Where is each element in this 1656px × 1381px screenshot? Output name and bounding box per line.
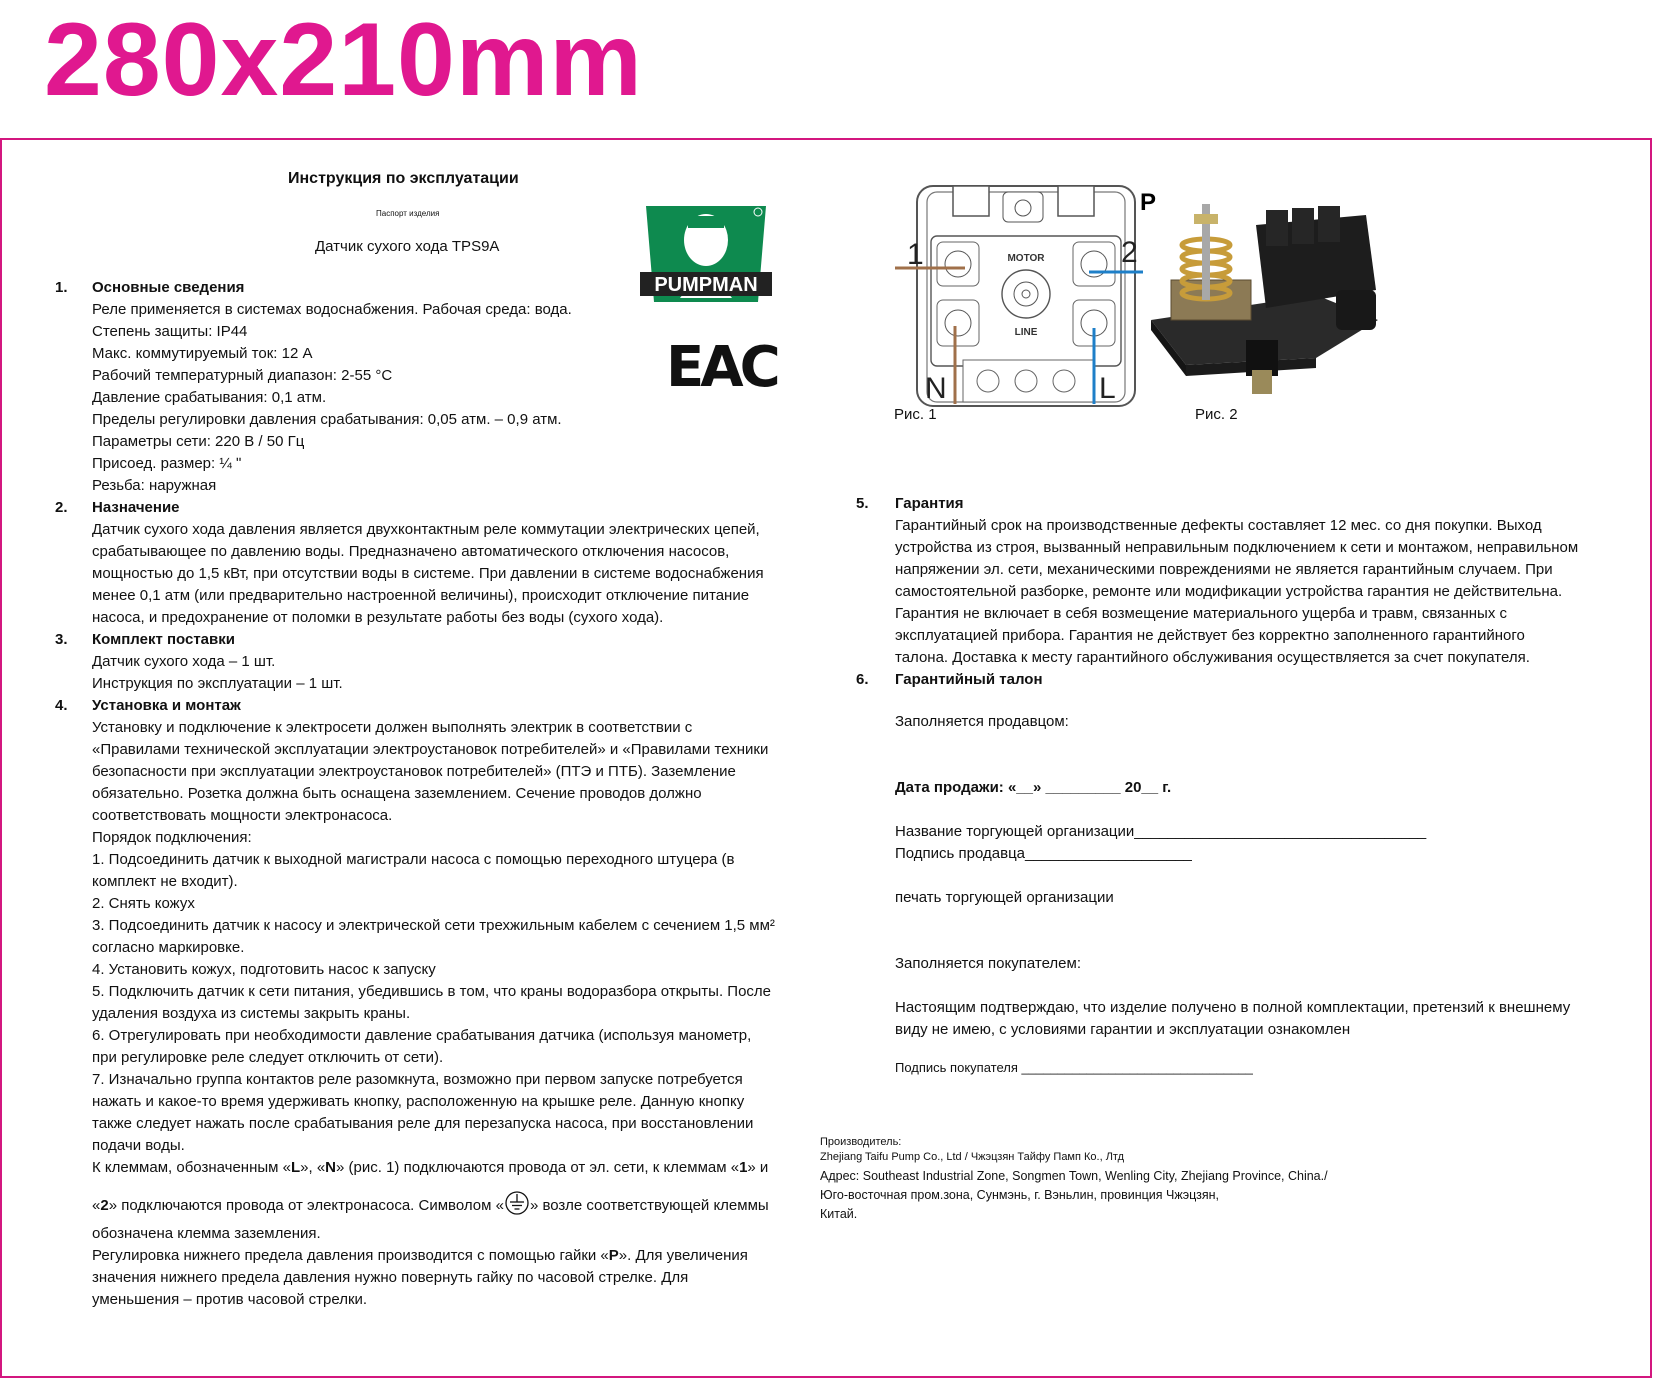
text-line: обязательно. Розетка должна быть оснащена заземлением. Сечение проводов должно bbox=[92, 785, 702, 802]
seller-signature-field: Подпись продавца____________________ bbox=[895, 845, 1192, 862]
section-heading: Назначение bbox=[92, 499, 180, 516]
text-line: Макс. коммутируемый ток: 12 А bbox=[92, 345, 313, 362]
text-line: безопасности при эксплуатации электроустановок потребителей» (ПТЭ и ПТБ). Заземление bbox=[92, 763, 736, 780]
terminal-line-2 bbox=[92, 1190, 795, 1223]
text-line: Параметры сети: 220 В / 50 Гц bbox=[92, 433, 305, 450]
text-line: Степень защиты: IP44 bbox=[92, 323, 248, 340]
text-line: соответствовать мощности электронасоса. bbox=[92, 807, 393, 824]
eac-mark: EAC bbox=[666, 335, 777, 400]
text-line: Порядок подключения: bbox=[92, 829, 252, 846]
terminal-paragraph bbox=[55, 1157, 795, 1311]
text-fragment: Регулировка нижнего предела давления производится с помощью гайки « bbox=[92, 1247, 609, 1264]
text-line: значения нижнего предела давления нужно повернуть гайку по часовой стрелке. Для bbox=[92, 1269, 689, 1286]
buyer-signature-field: Подпись покупателя ________________________________ bbox=[895, 1060, 1253, 1075]
text-line: устройства из строя, вызванный неправильным подключением к сети и монтажом, неправильном bbox=[895, 539, 1579, 556]
label-L: L bbox=[290, 1159, 301, 1176]
section-number: 1. bbox=[55, 279, 68, 296]
text-line: 5. Подключить датчик к сети питания, убедившись в том, что краны водоразбора открыты. После bbox=[92, 983, 772, 1000]
text-line: 2. Снять кожух bbox=[92, 895, 195, 912]
text-line: Гарантийный срок на производственные дефекты составляет 12 мес. со дня покупки. Выход bbox=[895, 517, 1542, 534]
buyer-fill-label: Заполняется покупателем: bbox=[895, 955, 1081, 972]
text-line: Резьба: наружная bbox=[92, 477, 217, 494]
text-line: также следует нажать после срабатывания реле для перезапуска насоса, при восстановлении bbox=[92, 1115, 754, 1132]
document-title: Инструкция по эксплуатации bbox=[288, 170, 519, 187]
text-fragment: ». Для увеличения bbox=[618, 1247, 748, 1264]
text-line: нажать и какое-то время удерживать кнопку, расположенную на крышке реле. Данную кнопку bbox=[92, 1093, 745, 1110]
text-line: напряжении эл. сети, механическими повреждениями не является гарантийным случаем. При bbox=[895, 561, 1553, 578]
regulation-line-1 bbox=[92, 1245, 795, 1267]
text-line: Рабочий температурный диапазон: 2-55 °С bbox=[92, 367, 393, 384]
text-fragment: « bbox=[92, 1197, 101, 1214]
text-fragment: » (рис. 1) подключаются провода от эл. сети, к клеммам « bbox=[336, 1159, 740, 1176]
document-subtitle: Паспорт изделия bbox=[376, 209, 440, 218]
label-2: 2 bbox=[100, 1197, 109, 1214]
text-line: менее 0,1 атм (или предварительно настроенной величины), происходит отключение питание bbox=[92, 587, 750, 604]
text-line: комплект не входит). bbox=[92, 873, 238, 890]
text-line: мощностью до 1,5 кВт, при отсутствии воды в системе. При давлении в системе водоснабжения bbox=[92, 565, 764, 582]
text-line: 4. Установить кожух, подготовить насос к запуску bbox=[92, 961, 436, 978]
label-P: P bbox=[608, 1247, 619, 1264]
wire-l-label: L bbox=[1099, 372, 1116, 405]
text-line: срабатывающее по давлению воды. Предназначено автоматического отключения насосов, bbox=[92, 543, 730, 560]
text-line: Установку и подключение к электросети должен выполнять электрик в соответствии с bbox=[92, 719, 693, 736]
section-warranty-coupon bbox=[856, 669, 1616, 691]
text-line: Инструкция по эксплуатации – 1 шт. bbox=[92, 675, 343, 692]
label-1: 1 bbox=[739, 1159, 748, 1176]
text-line: подачи воды. bbox=[92, 1137, 185, 1154]
section-heading: Основные сведения bbox=[92, 279, 245, 296]
ground-symbol-icon bbox=[504, 1190, 530, 1223]
text-line: «Правилами технической эксплуатации электроустановок потребителей» и «Правилами техники bbox=[92, 741, 769, 758]
text-line: насоса, и предохранение от поломки в результате работы без воды (сухого хода). bbox=[92, 609, 664, 626]
text-fragment: » возле соответствующей клеммы bbox=[529, 1197, 769, 1214]
section-purpose bbox=[55, 497, 795, 629]
manufacturer-address-1: Адрес: Southeast Industrial Zone, Songmen Town, Wenling City, Zhejiang Province, China./ bbox=[820, 1169, 1328, 1183]
text-line: согласно маркировке. bbox=[92, 939, 245, 956]
product-model: Датчик сухого хода TPS9A bbox=[315, 238, 500, 255]
text-line: талона. Доставка к месту гарантийного обслуживания осуществляется за счет покупателя. bbox=[895, 649, 1530, 666]
section-heading: Установка и монтаж bbox=[92, 697, 241, 714]
text-line: обозначена клемма заземления. bbox=[92, 1225, 321, 1242]
figure-1-caption: Рис. 1 bbox=[894, 406, 937, 423]
section-heading: Комплект поставки bbox=[92, 631, 235, 648]
section-number: 2. bbox=[55, 499, 68, 516]
section-number: 3. bbox=[55, 631, 68, 648]
section-heading: Гарантийный талон bbox=[895, 671, 1043, 688]
text-line: удаления воздуха из системы закрыть краны. bbox=[92, 1005, 411, 1022]
device-photo-figure bbox=[1140, 189, 1381, 405]
stamp-label: печать торгующей организации bbox=[895, 889, 1114, 906]
section-number: 5. bbox=[856, 495, 869, 512]
page-size-label: 280x210mm bbox=[44, 2, 643, 118]
section-heading: Гарантия bbox=[895, 495, 964, 512]
wire-n-label: N bbox=[925, 372, 947, 405]
wire-1-label: 1 bbox=[907, 238, 924, 271]
text-line: Гарантия не включает в себя возмещение материального ущерба и травм, связанных с bbox=[895, 605, 1507, 622]
text-fragment: » и bbox=[747, 1159, 769, 1176]
manufacturer-address-3: Китай. bbox=[820, 1207, 858, 1221]
confirm-line-1: Настоящим подтверждаю, что изделие получено в полной комплектации, претензий к внешнему bbox=[895, 999, 1571, 1016]
text-line: 1. Подсоединить датчик к выходной магистрали насоса с помощью переходного штуцера (в bbox=[92, 851, 735, 868]
terminal-line-1 bbox=[92, 1157, 795, 1179]
text-fragment: К клеммам, обозначенным « bbox=[92, 1159, 291, 1176]
text-line: уменьшения – против часовой стрелки. bbox=[92, 1291, 368, 1308]
manufacturer-name: Zhejiang Taifu Pump Co., Ltd / Чжэцзян Тайфу Памп Ко., Лтд bbox=[820, 1151, 1125, 1163]
text-line: 7. Изначально группа контактов реле разомкнута, возможно при первом запуске потребуется bbox=[92, 1071, 743, 1088]
text-line: при регулировке реле следует отключить от сети). bbox=[92, 1049, 444, 1066]
text-line: Пределы регулировки давления срабатывания: 0,05 атм. – 0,9 атм. bbox=[92, 411, 562, 428]
confirm-line-2: виду не имею, с условиями гарантии и эксплуатации ознакомлен bbox=[895, 1021, 1351, 1038]
section-warranty bbox=[856, 493, 1616, 669]
sale-date-field: Дата продажи: «__» _________ 20__ г. bbox=[895, 779, 1172, 796]
org-name-field: Название торгующей организации___________________________________ bbox=[895, 823, 1427, 840]
line-label: LINE bbox=[1014, 327, 1038, 338]
section-number: 4. bbox=[55, 697, 68, 714]
manufacturer-label: Производитель: bbox=[820, 1136, 902, 1148]
section-number: 6. bbox=[856, 671, 869, 688]
text-line: самостоятельной разборке, ремонте или модификации устройства гарантия не действительна. bbox=[895, 583, 1563, 600]
seller-fill-label: Заполняется продавцом: bbox=[895, 713, 1069, 730]
text-line: Присоед. размер: ¼ ʺ bbox=[92, 455, 242, 472]
text-fragment: », « bbox=[300, 1159, 326, 1176]
text-line: Реле применяется в системах водоснабжения. Рабочая среда: вода. bbox=[92, 301, 572, 318]
manufacturer-address-2: Юго-восточная пром.зона, Сунмэнь, г. Вэньлин, провинция Чжэцзян, bbox=[820, 1188, 1219, 1202]
motor-label: MOTOR bbox=[1007, 253, 1045, 264]
text-line: Датчик сухого хода давления является двухконтактным реле коммутации электрических цепей, bbox=[92, 521, 760, 538]
nut-p-label: P bbox=[1140, 189, 1157, 216]
section-installation bbox=[55, 695, 795, 1157]
text-line: 6. Отрегулировать при необходимости давление срабатывания датчика (используя манометр, bbox=[92, 1027, 752, 1044]
section-basic-info bbox=[55, 277, 795, 497]
text-line: 3. Подсоединить датчик к насосу и электрической сети трехжильным кабелем с сечением 1,5 мм² bbox=[92, 917, 775, 934]
wire-2-label: 2 bbox=[1121, 236, 1138, 269]
text-line: Датчик сухого хода – 1 шт. bbox=[92, 653, 276, 670]
figure-2-caption: Рис. 2 bbox=[1195, 406, 1238, 423]
text-line: эксплуатацией прибора. Гарантия не действует без корректно заполненного гарантийного bbox=[895, 627, 1525, 644]
wiring-diagram-figure bbox=[893, 178, 1148, 406]
label-N: N bbox=[325, 1159, 337, 1176]
text-fragment: » подключаются провода от электронасоса. Символом « bbox=[108, 1197, 504, 1214]
section-package bbox=[55, 629, 795, 695]
text-line: Давление срабатывания: 0,1 атм. bbox=[92, 389, 327, 406]
logo-text: PUMPMAN bbox=[654, 274, 758, 296]
